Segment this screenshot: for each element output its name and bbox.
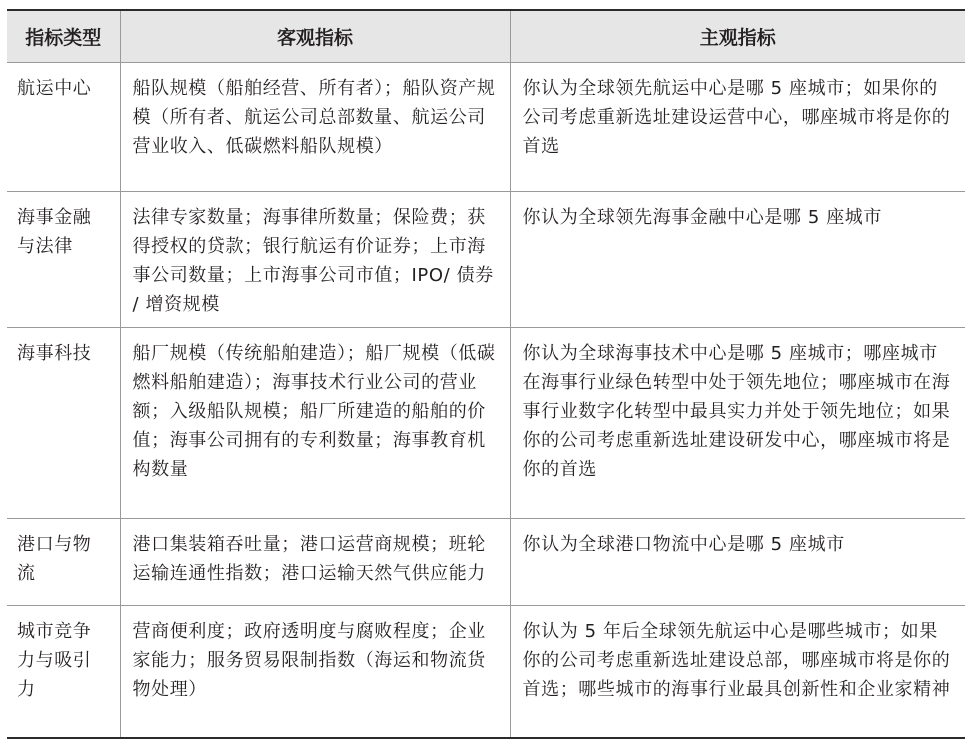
subjective-cell: 你认为全球海事技术中心是哪 5 座城市；哪座城市在海事行业绿色转型中处于领先地位；哪座城市在海事行业数字化转型中最具实力并处于领先地位；如果你的公司考虑重新选址建设研发中心，哪座城市将是你的首选 bbox=[510, 327, 965, 518]
objective-cell: 营商便利度；政府透明度与腐败程度；企业家能力；服务贸易限制指数（海运和物流货物处理） bbox=[120, 605, 510, 738]
header-indicator-type: 指标类型 bbox=[25, 26, 102, 49]
indicator-table bbox=[7, 9, 965, 739]
header-objective-indicators: 客观指标 bbox=[120, 10, 510, 62]
table-row bbox=[7, 191, 965, 327]
objective-cell: 船厂规模（传统船舶建造）；船厂规模（低碳燃料船舶建造）；海事技术行业公司的营业额；入级船队规模；船厂所建造的船舶的价值；海事公司拥有的专利数量；海事教育机构数量 bbox=[120, 327, 510, 518]
header-row bbox=[7, 10, 965, 62]
indicator-type-cell: 海事科技 bbox=[17, 342, 92, 364]
indicator-type-cell: 航运中心 bbox=[17, 77, 92, 99]
subjective-cell: 你认为全球领先航运中心是哪 5 座城市；如果你的公司考虑重新选址建设运营中心，哪座城市将是你的首选 bbox=[510, 62, 965, 191]
table-row bbox=[7, 518, 965, 605]
subjective-cell: 你认为 5 年后全球领先航运中心是哪些城市；如果你的公司考虑重新选址建设总部，哪座城市将是你的首选；哪些城市的海事行业最具创新性和企业家精神 bbox=[510, 605, 965, 738]
objective-cell: 船队规模（船舶经营、所有者）；船队资产规模（所有者、航运公司总部数量、航运公司营业收入、低碳燃料船队规模） bbox=[120, 62, 510, 191]
table-row bbox=[7, 62, 965, 191]
indicator-type-cell: 港口与物流 bbox=[17, 533, 92, 584]
table-body bbox=[7, 62, 965, 738]
header-subjective-indicators: 主观指标 bbox=[510, 10, 965, 62]
table-header bbox=[7, 10, 965, 62]
indicator-type-cell: 海事金融与法律 bbox=[17, 206, 92, 257]
indicator-table-container bbox=[7, 9, 965, 739]
subjective-cell: 你认为全球领先海事金融中心是哪 5 座城市 bbox=[510, 191, 965, 327]
subjective-cell: 你认为全球港口物流中心是哪 5 座城市 bbox=[510, 518, 965, 605]
indicator-type-cell: 城市竞争力与吸引力 bbox=[17, 620, 92, 700]
table-row bbox=[7, 327, 965, 518]
objective-cell: 法律专家数量；海事律所数量；保险费；获得授权的贷款；银行航运有价证券；上市海事公司数量；上市海事公司市值；IPO/ 债券 / 增资规模 bbox=[120, 191, 510, 327]
objective-cell: 港口集装箱吞吐量；港口运营商规模；班轮运输连通性指数；港口运输天然气供应能力 bbox=[120, 518, 510, 605]
table-row bbox=[7, 605, 965, 738]
